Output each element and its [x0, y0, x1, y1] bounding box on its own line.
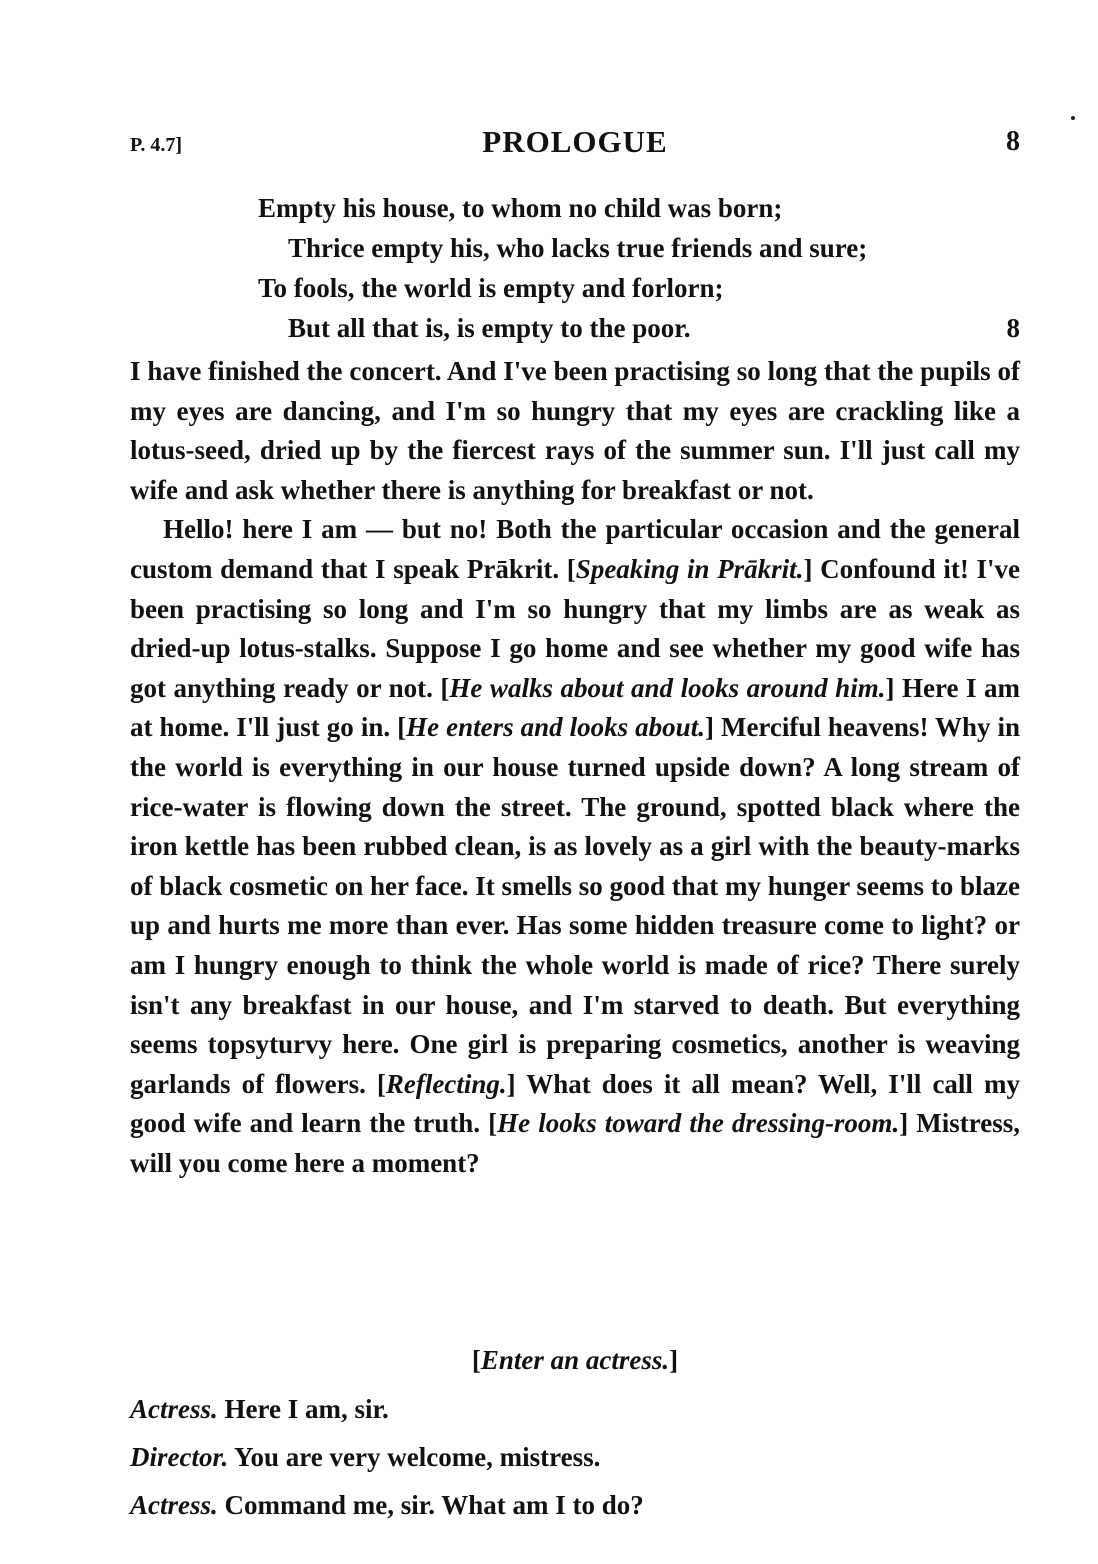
spoken-line: Here I am, sir.	[224, 1394, 389, 1424]
page-title: PROLOGUE	[482, 124, 668, 159]
paragraph-with-stage-directions: Hello! here I am — but no! Both the particular occasion and the general custom demand that I speak Prākrit. [Speaking in Prākrit.] Confound it! I've been practising so long and I'm so hungry that my limbs are as weak as dried-up lotus-stalks. Suppose I go home and see whether my good wife has got anything ready or not. [He walks about and looks around him.] Here I am at home. I'll just go in. [He enters and looks about.] Merciful heavens! Why in the world is everything in our house turned upside down? A long stream of rice-water is flowing down the street. The ground, spotted black where the iron kettle has been rubbed clean, is as lovely as a girl with the beauty-marks of black cosmetic on her face. It smells so good that my hunger seems to blaze up and hurts me more than ever. Has some hidden treasure come to light? or am I hungry enough to think the whole world is made of rice? There surely isn't any breakfast in our house, and I'm starved to death. But everything seems topsyturvy here. One girl is preparing cosmetics, another is weaving garlands of flowers. [Reflecting.] What does it all mean? Well, I'll call my good wife and learn the truth. [He looks toward the dressing-room.] Mistress, will you come here a moment?	[130, 514, 1021, 1178]
dialogue-line	[130, 1481, 1020, 1529]
verse-line: Empty his house, to whom no child was born;	[258, 193, 783, 223]
stage-direction-enter: [Enter an actress.]	[471, 1345, 679, 1375]
stage-direction: He walks about and looks around him.	[449, 672, 886, 703]
speaker-name: Actress.	[130, 1490, 218, 1520]
stage-direction: He looks toward the dressing-room.	[497, 1108, 900, 1139]
dialogue-line	[130, 1433, 1020, 1481]
stage-direction: Speaking in Prākrit.	[575, 553, 804, 584]
stage-direction: He enters and looks about.	[406, 712, 705, 743]
paragraph: I have finished the concert. And I've been practising so long that the pupils of my eyes are dancing, and I'm so hungry that my eyes are crackling like a lotus-seed, dried up by the fiercest rays of the summer sun. I'll just call my wife and ask whether there is anything for breakfast or not.	[130, 356, 1020, 505]
spoken-line: Command me, sir. What am I to do?	[224, 1490, 644, 1520]
verse-number: 8	[1006, 313, 1020, 343]
speaker-name: Actress.	[130, 1394, 218, 1424]
page-number: 8	[1006, 126, 1020, 157]
ink-speck	[1071, 116, 1075, 120]
section-reference: P. 4.7]	[130, 134, 183, 156]
verse-line: To fools, the world is empty and forlorn;	[258, 273, 724, 303]
running-header	[130, 124, 1020, 168]
verse-line: But all that is, is empty to the poor. 8	[258, 308, 1020, 348]
prose-body	[130, 352, 1020, 1183]
stage-direction: Reflecting.	[385, 1068, 507, 1099]
verse-stanza	[258, 188, 1020, 348]
dialogue-line	[130, 1385, 1020, 1433]
verse-line: Thrice empty his, who lacks true friends and sure;	[288, 233, 868, 263]
dialogue	[130, 1385, 1020, 1529]
spoken-line: You are very welcome, mistress.	[234, 1442, 601, 1472]
speaker-name: Director.	[130, 1442, 229, 1472]
